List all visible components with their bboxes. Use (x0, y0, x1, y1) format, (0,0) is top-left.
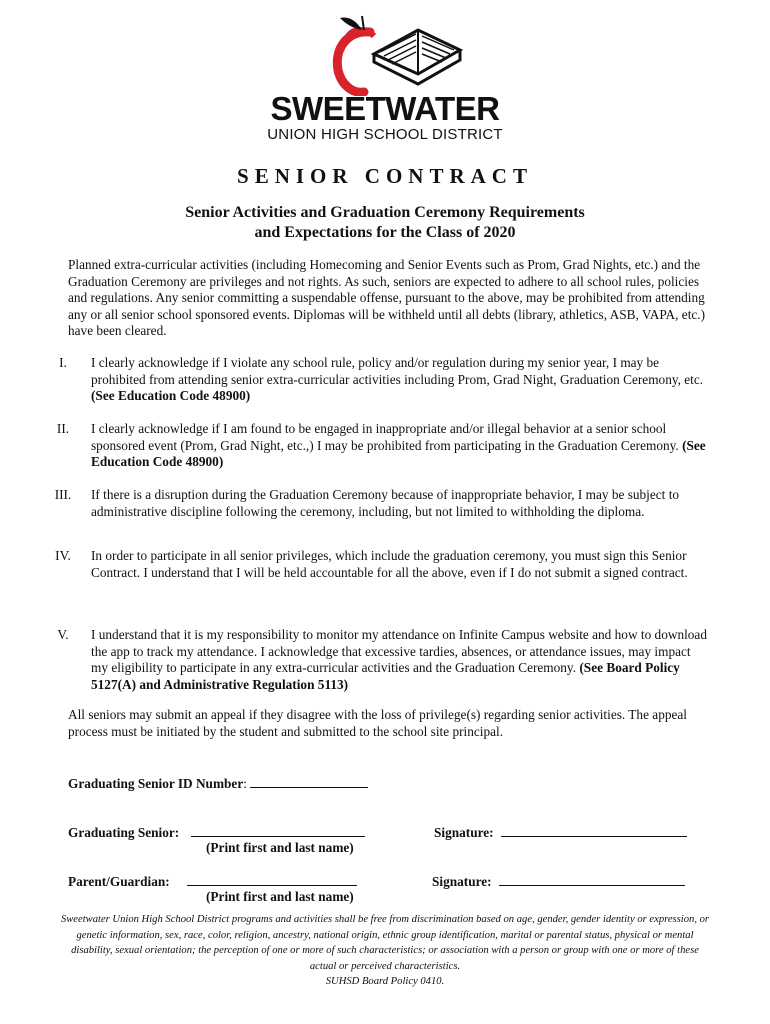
item-number: I. (59, 355, 67, 370)
item-number: V. (57, 627, 69, 642)
appeal-paragraph: All seniors may submit an appeal if they disagree with the loss of privilege(s) regarding senior activities. The appeal process must be initiated by the student and submitted to the school site principal. (68, 707, 687, 739)
subtitle-line-1: Senior Activities and Graduation Ceremony Requirements (185, 204, 585, 221)
subtitle-line-2: and Expectations for the Class of 2020 (254, 224, 516, 241)
signature-label: Signature: (432, 874, 492, 889)
parent-name-label: Parent/Guardian: (68, 874, 170, 889)
nondiscrimination-footer (60, 912, 710, 990)
footer-text: Sweetwater Union High School District programs and activities shall be free from discrimination based on age, gender, gender identity or expression, or genetic information, sex, race, color, religion, ancestry, national origin, ethnic group identification, marital or parental status, physical or mental disability, sexual orientation; the perception of one or more of such characteristics; or association with a person or group with one or more of these actual or perceived characteristics. (60, 914, 710, 972)
senior-id-label: Graduating Senior ID Number (68, 776, 244, 791)
logo-wordmark: SWEETWATER (270, 90, 500, 127)
senior-signature-field[interactable] (434, 823, 687, 841)
parent-signature-line[interactable] (499, 872, 685, 886)
parent-name-line[interactable] (187, 872, 357, 886)
item-number: III. (54, 487, 72, 502)
senior-id-field[interactable]: Graduating Senior ID Number: (68, 774, 368, 792)
item-text: If there is a disruption during the Graduation Ceremony because of inappropriate behavior, I may be subject to administrative discipline following the ceremony, including, but not limited to withholding the diploma. (91, 487, 680, 519)
footer-policy: SUHSD Board Policy 0410. (325, 976, 445, 987)
document-title: SENIOR CONTRACT (237, 164, 533, 188)
print-note: (Print first and last name) (206, 889, 354, 904)
senior-name-line[interactable] (191, 823, 365, 837)
apple-book-icon (328, 12, 508, 96)
item-reference: (See Board Policy 5127(A) and Administrative Regulation 5113) (91, 660, 680, 692)
item-reference: (See Education Code 48900) (91, 437, 706, 469)
item-text: In order to participate in all senior privileges, which include the graduation ceremony, you must sign this Senior Contract. I understand that I will be held accountable for all the above, even if I do not submit a signed contract. (91, 548, 688, 580)
senior-name-field[interactable] (68, 823, 365, 841)
item-text: I clearly acknowledge if I am found to be engaged in inappropriate and/or illegal behavior at a senior school sponsored event (Prom, Grad Night, etc.,) I may be prohibited from participating in the Graduation Ceremony. (See Education Code 48900) (91, 421, 706, 469)
senior-signature-line[interactable] (501, 823, 687, 837)
parent-signature-field[interactable] (432, 872, 685, 890)
signature-label: Signature: (434, 825, 494, 840)
item-number: IV. (55, 548, 71, 563)
item-number: II. (56, 421, 70, 436)
intro-paragraph: Planned extra-curricular activities (including Homecoming and Senior Events such as Prom, Grad Nights, etc.) and the Graduation Ceremony are privileges and not rights. As such, seniors are expected to adhere to all school rules, policies and regulations. Any senior committing a suspendable offense, pursuant to the above, may be prohibited from attending any or all senior school sponsored events. Diplomas will be withheld until all debts (library, athletics, ASB, VAPA, etc.) have been cleared. (68, 257, 706, 338)
parent-name-field[interactable] (68, 872, 357, 890)
senior-name-label: Graduating Senior: (68, 825, 180, 840)
item-reference: (See Education Code 48900) (91, 388, 251, 403)
item-text: I clearly acknowledge if I violate any school rule, policy and/or regulation during my senior year, I may be prohibited from attending senior extra-curricular activities including Prom, Grad Night, Graduation Ceremony, etc. (See Education Code 48900) (91, 355, 704, 403)
logo-subtitle: UNION HIGH SCHOOL DISTRICT (267, 126, 503, 143)
item-text: I understand that it is my responsibility to monitor my attendance on Infinite Campus website and how to download the app to track my attendance. I acknowledge that excessive tardies, absences, or attendance issues, may impact my eligibility to participate in any extra-curricular activities and the Graduation Ceremony. (See Board Policy 5127(A) and Administrative Regulation 5113) (91, 627, 707, 692)
district-logo (262, 12, 508, 143)
senior-id-line[interactable] (250, 774, 368, 788)
print-note: (Print first and last name) (206, 840, 354, 855)
